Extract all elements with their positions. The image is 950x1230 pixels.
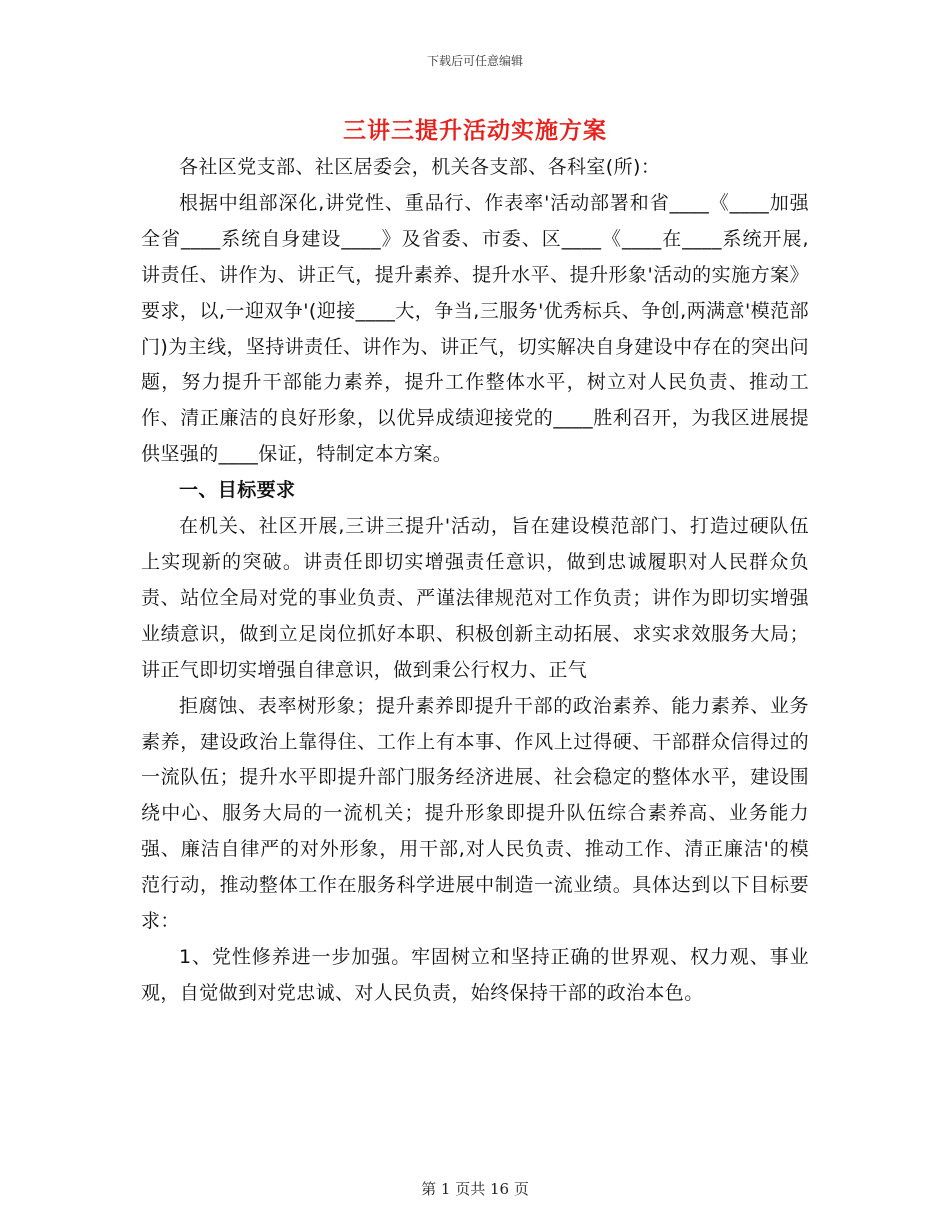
goals-paragraph: 在机关、社区开展,三讲三提升'活动，旨在建设模范部门、打造过硬队伍上实现新的突破。讲责任即切实增强责任意识，做到忠诚履职对人民群众负责、站位全局对党的事业负责、严谨法律规范对工作负责；讲作为即切实增强业绩意识，做到立足岗位抓好本职、积极创新主动拓展、求实求效服务大局；讲正气即切实增强自律意识，做到秉公行权力、正气 [141,515,809,681]
salutation-paragraph: 各社区党支部、社区居委会，机关各支部、各科室(所)： [179,156,661,178]
document-body [141,150,809,1012]
goal-item-1-paragraph: 1、党性修养进一步加强。牢固树立和坚持正确的世界观、权力观、事业观，自觉做到对党忠诚、对人民负责，始终保持干部的政治本色。 [141,945,809,1004]
page-number-footer: 第 1 页共 16 页 [421,1180,529,1198]
intro-paragraph: 根据中组部深化,讲党性、重品行、作表率'活动部署和省____《____加强全省____系统自身建设____》及省委、市委、区____《____在____系统开展,讲责任、讲作为、讲正气，提升素养、提升水平、提升形象'活动的实施方案》要求，以,一迎双争'(迎接____大，争当,三服务'优秀标兵、争创,两满意'模范部门)为主线，坚持讲责任、讲作为、讲正气，切实解决自身建设中存在的突出问题，努力提升干部能力素养，提升工作整体水平，树立对人民负责、推动工作、清正廉洁的良好形象，以优异成绩迎接党的____胜利召开，为我区进展提供坚强的____保证，特制定本方案。 [141,191,809,466]
section-heading-goals: 一、目标要求 [179,479,296,502]
goals-continued-paragraph: 拒腐蚀、表率树形象；提升素养即提升干部的政治素养、能力素养、业务素养，建设政治上靠得住、工作上有本事、作风上过得硬、干部群众信得过的一流队伍；提升水平即提升部门服务经济进展、社会稳定的整体水平，建设围绕中心、服务大局的一流机关；提升形象即提升队伍综合素养高、业务能力强、廉洁自律严的对外形象，用干部,对人民负责、推动工作、清正廉洁'的模范行动，推动整体工作在服务科学进展中制造一流业绩。具体达到以下目标要求： [141,694,809,933]
page-header-note: 下载后可任意编辑 [426,54,523,68]
document-title: 三讲三提升活动实施方案 [343,118,607,144]
